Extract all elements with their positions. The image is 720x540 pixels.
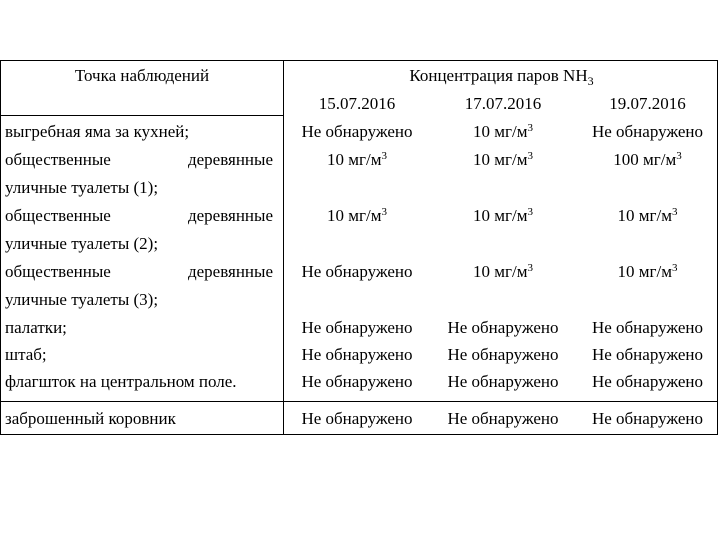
- observation-table: [0, 60, 718, 435]
- point-cell: палатки;: [5, 318, 67, 337]
- point-cell: уличные туалеты (3);: [5, 290, 159, 309]
- value-cell: 10 $мг/м^3$: [617, 206, 678, 225]
- value-cell: Не обнаружено: [447, 318, 559, 337]
- value-cell: Не обнаружено: [301, 409, 413, 428]
- value-cell: 10 $мг/м^3$: [473, 150, 533, 169]
- value-cell: Не обнаружено: [591, 122, 704, 141]
- point-cell: общественные деревянные: [5, 150, 273, 169]
- header-concentration: [284, 66, 719, 86]
- value-cell: Не обнаружено: [591, 409, 704, 428]
- point-cell: общественные деревянные: [5, 206, 273, 225]
- row-divider: [1, 401, 717, 402]
- value-cell: Не обнаружено: [301, 318, 413, 337]
- value-cell: 10 $мг/м^3$: [473, 122, 533, 141]
- value-cell: Не обнаружено: [301, 122, 413, 141]
- point-cell: уличные туалеты (1);: [5, 178, 159, 197]
- date-2: 17.07.2016: [464, 94, 542, 113]
- point-cell: заброшенный коровник: [5, 409, 176, 428]
- value-cell: Не обнаружено: [447, 372, 559, 391]
- value-cell: 10 $мг/м^3$: [617, 262, 678, 281]
- point-cell: общественные деревянные: [5, 262, 273, 281]
- value-cell: Не обнаружено: [591, 345, 704, 364]
- value-cell: Не обнаружено: [301, 345, 413, 364]
- value-cell: Не обнаружено: [447, 409, 559, 428]
- point-cell: выгребная яма за кухней;: [5, 122, 190, 141]
- header-concentration-label: Концентрация паров NH: [409, 66, 588, 85]
- value-cell: 10 $мг/м^3$: [473, 206, 533, 225]
- point-cell: флагшток на центральном поле.: [5, 372, 237, 391]
- value-cell: Не обнаружено: [301, 262, 413, 281]
- point-cell: уличные туалеты (2);: [5, 234, 159, 253]
- date-1: 15.07.2016: [318, 94, 396, 113]
- header-divider: [1, 115, 284, 116]
- date-3: 19.07.2016: [609, 94, 686, 113]
- value-cell: Не обнаружено: [591, 318, 704, 337]
- value-cell: 10 $мг/м^3$: [327, 150, 387, 169]
- value-cell: Не обнаружено: [591, 372, 704, 391]
- value-cell: 10 $мг/м^3$: [473, 262, 533, 281]
- header-concentration-sub: 3: [587, 74, 594, 88]
- point-cell: штаб;: [5, 345, 47, 364]
- value-cell: Не обнаружено: [301, 372, 413, 391]
- value-cell: 100 $мг/м^3$: [613, 150, 682, 169]
- value-cell: 10 $мг/м^3$: [327, 206, 387, 225]
- value-cell: Не обнаружено: [447, 345, 559, 364]
- header-point-label: Точка наблюдений: [74, 66, 210, 85]
